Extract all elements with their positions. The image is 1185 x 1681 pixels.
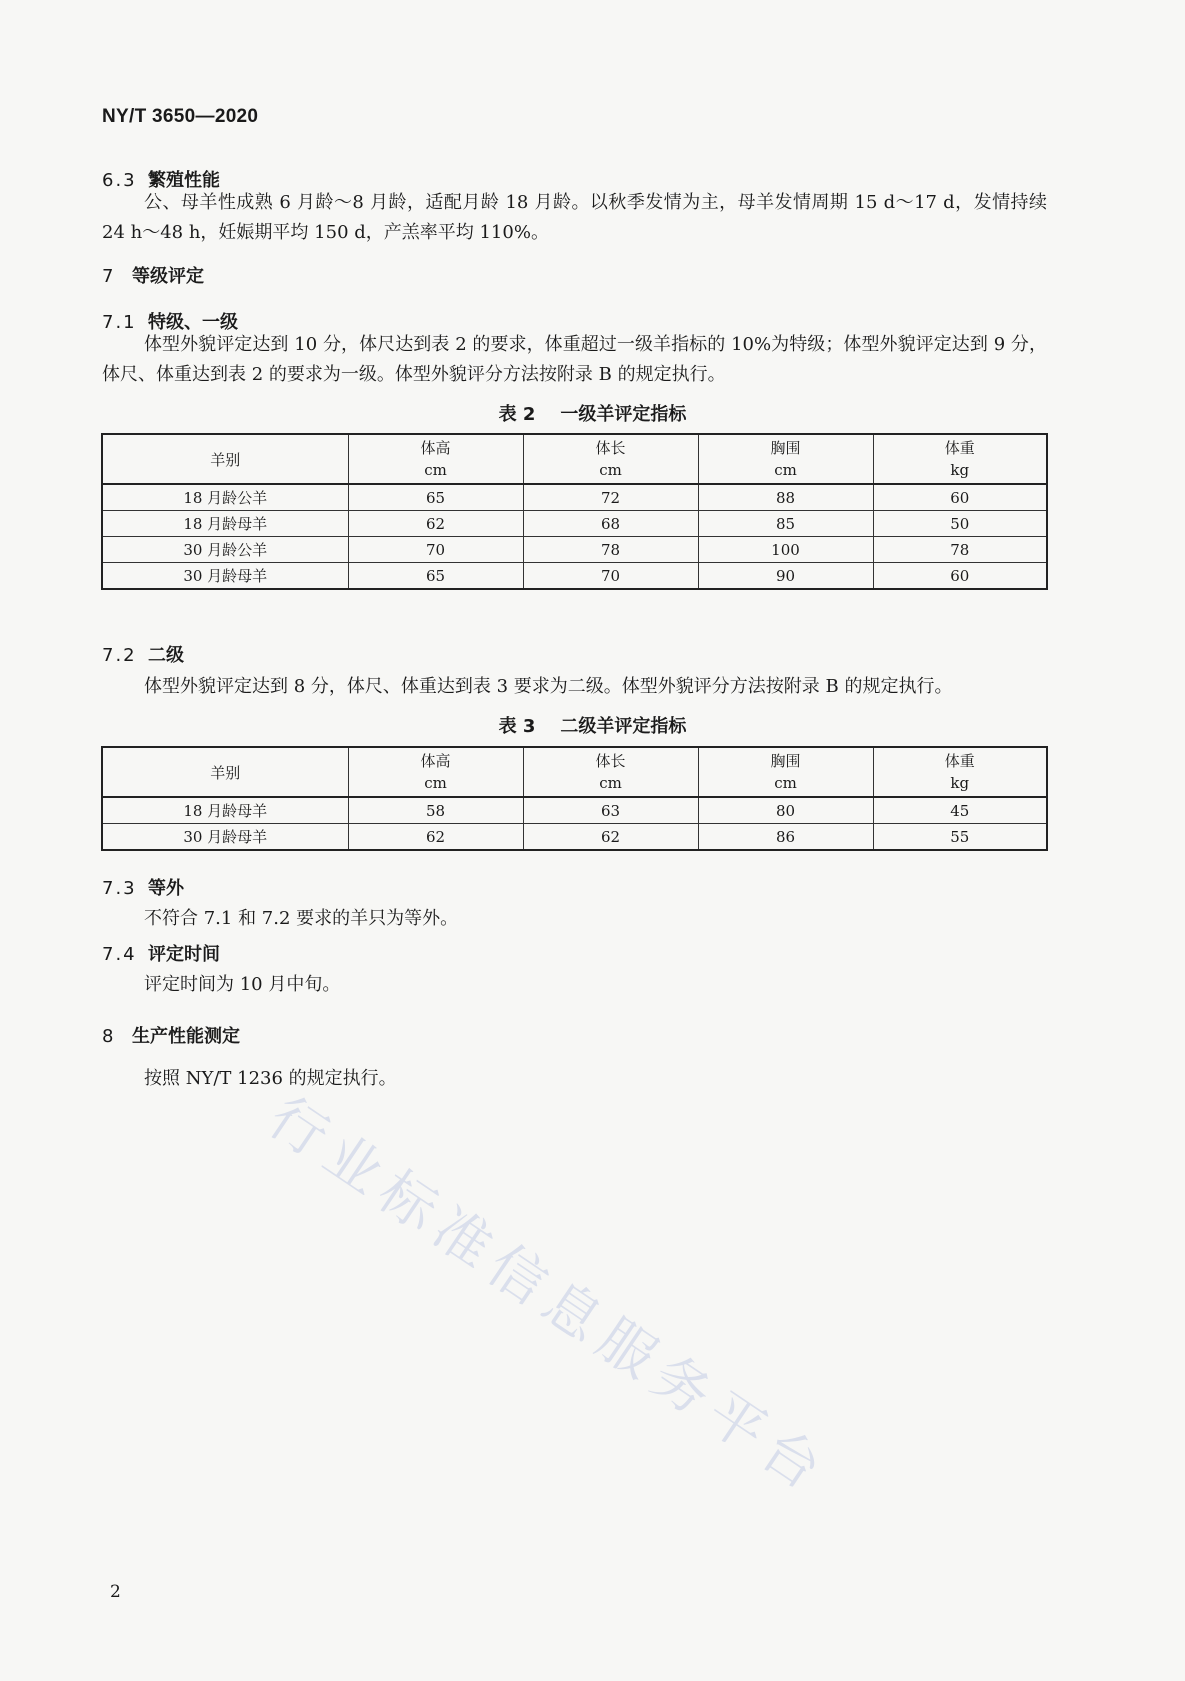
table-cell: 100	[698, 537, 873, 563]
table-cell: 30 月龄公羊	[102, 537, 348, 563]
column-header-unit: cm	[424, 774, 447, 792]
section-number: 7	[102, 266, 116, 287]
section-title: 繁殖性能	[148, 170, 220, 191]
column-header-name: 胸围	[770, 752, 801, 770]
table-cell: 88	[698, 484, 873, 511]
table-row	[102, 537, 1047, 563]
table-cell: 18 月龄母羊	[102, 511, 348, 537]
column-header-unit: cm	[774, 774, 797, 792]
table-cell: 90	[698, 563, 873, 590]
table-row	[102, 797, 1047, 824]
table-cell: 50	[873, 511, 1047, 537]
table-cell: 70	[348, 537, 523, 563]
column-header	[698, 434, 873, 484]
table-cell: 62	[523, 824, 698, 851]
section-7-2-heading	[102, 641, 184, 667]
section-number: 6.3	[102, 170, 137, 191]
table-cell: 60	[873, 484, 1047, 511]
table-header-row	[102, 747, 1047, 797]
column-header-unit: cm	[424, 461, 447, 479]
column-header-name: 体长	[595, 439, 626, 457]
section-title: 评定时间	[148, 944, 220, 965]
table-row	[102, 824, 1047, 851]
watermark: 行业标准信息服务平台	[256, 1084, 841, 1508]
column-header-name: 体长	[595, 752, 626, 770]
table-3-caption: 表 3 二级羊评定指标	[498, 716, 687, 737]
column-header	[873, 747, 1047, 797]
table-cell: 65	[348, 484, 523, 511]
table-cell: 70	[523, 563, 698, 590]
table-cell: 18 月龄公羊	[102, 484, 348, 511]
section-7-heading	[102, 262, 204, 288]
column-header	[523, 747, 698, 797]
table-cell: 55	[873, 824, 1047, 851]
paragraph-7-1: 体型外貌评定达到 10 分，体尺达到表 2 的要求，体重超过一级羊指标的 10%为特级；体型外貌评定达到 9 分，体尺、体重达到表 2 的要求为一级。体型外貌评分方法按附录 B 的规定执行。	[102, 334, 1047, 385]
table-cell: 62	[348, 824, 523, 851]
section-number: 7.2	[102, 645, 137, 666]
section-number: 7.4	[102, 944, 137, 965]
column-header	[873, 434, 1047, 484]
column-header	[348, 434, 523, 484]
paragraph-7-3: 不符合 7.1 和 7.2 要求的羊只为等外。	[144, 908, 459, 929]
column-header-name: 体高	[420, 752, 451, 770]
column-header-name: 体重	[944, 439, 975, 457]
paragraph-6-3: 公、母羊性成熟 6 月龄～8 月龄，适配月龄 18 月龄。以秋季发情为主，母羊发情周期 15 d～17 d，发情持续 24 h～48 h，妊娠期平均 150 d，产羔率平均 110%。	[102, 192, 1047, 243]
column-header-name: 胸围	[770, 439, 801, 457]
table-cell: 30 月龄母羊	[102, 824, 348, 851]
table-cell: 45	[873, 797, 1047, 824]
table-2-caption: 表 2 一级羊评定指标	[498, 404, 687, 425]
table-cell: 72	[523, 484, 698, 511]
section-title: 生产性能测定	[132, 1026, 240, 1047]
section-7-4-heading	[102, 940, 220, 966]
column-header	[102, 747, 348, 797]
table-cell: 65	[348, 563, 523, 590]
column-header	[523, 434, 698, 484]
section-number: 7.3	[102, 878, 137, 899]
column-header-unit: cm	[774, 461, 797, 479]
section-number: 8	[102, 1026, 116, 1047]
table-row	[102, 484, 1047, 511]
column-header-unit: kg	[950, 461, 970, 479]
page-number: 2	[110, 1582, 121, 1602]
table-cell: 78	[523, 537, 698, 563]
section-title: 二级	[148, 645, 184, 666]
section-number: 7.1	[102, 312, 137, 333]
section-title: 等级评定	[132, 266, 204, 287]
table-cell: 68	[523, 511, 698, 537]
table-cell: 80	[698, 797, 873, 824]
table-cell: 85	[698, 511, 873, 537]
table-cell: 18 月龄母羊	[102, 797, 348, 824]
column-header-name: 羊别	[210, 763, 241, 782]
column-header-name: 体重	[944, 752, 975, 770]
table-3	[101, 746, 1048, 851]
column-header-unit: cm	[599, 774, 622, 792]
table-cell: 86	[698, 824, 873, 851]
section-7-3-heading	[102, 874, 184, 900]
section-title: 特级、一级	[148, 312, 238, 333]
table-cell: 78	[873, 537, 1047, 563]
column-header-unit: cm	[599, 461, 622, 479]
section-8-heading	[102, 1022, 240, 1048]
column-header-name: 羊别	[210, 450, 241, 469]
table-row	[102, 563, 1047, 590]
table-2	[101, 433, 1048, 590]
document-header: NY/T 3650—2020	[102, 106, 259, 127]
table-cell: 30 月龄母羊	[102, 563, 348, 590]
column-header-name: 体高	[420, 439, 451, 457]
table-cell: 62	[348, 511, 523, 537]
column-header	[348, 747, 523, 797]
table-cell: 58	[348, 797, 523, 824]
paragraph-8: 按照 NY/T 1236 的规定执行。	[144, 1068, 397, 1089]
table-header-row	[102, 434, 1047, 484]
column-header-unit: kg	[950, 774, 970, 792]
column-header	[698, 747, 873, 797]
paragraph-7-2: 体型外貌评定达到 8 分，体尺、体重达到表 3 要求为二级。体型外貌评分方法按附录 B 的规定执行。	[144, 676, 953, 697]
column-header	[102, 434, 348, 484]
table-cell: 60	[873, 563, 1047, 590]
paragraph-7-4: 评定时间为 10 月中旬。	[144, 974, 341, 995]
table-cell: 63	[523, 797, 698, 824]
section-title: 等外	[148, 878, 184, 899]
table-row	[102, 511, 1047, 537]
